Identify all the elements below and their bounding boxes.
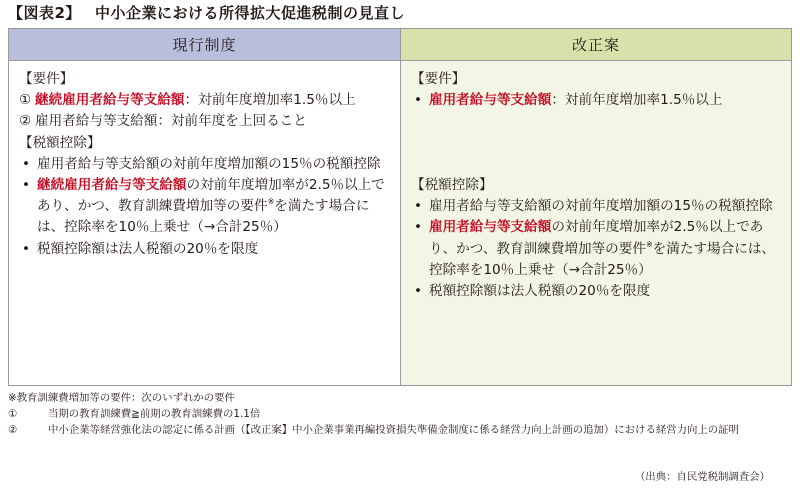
- bullet-text: 税額控除額は法人税額の20％を限度: [429, 282, 651, 299]
- bullet-text: を満たす場合には、控除率を10％上乗せ（→合計25％）: [429, 240, 776, 278]
- footnote-marker: ②: [8, 424, 18, 436]
- emphasis-text: 継続雇用者給与等支給額: [35, 92, 185, 109]
- bullet-text: 雇用者給与等支給額の対前年度増加額の15％の税額控除: [429, 198, 773, 215]
- bullet-item: [413, 196, 783, 217]
- bullet-dot: •: [22, 240, 31, 257]
- bullet-text: の対前年度増加率が2.5％以上であり、かつ、教育訓練費増加等の要件: [429, 219, 764, 257]
- tax-credit-heading: 【税額控除】: [19, 134, 101, 151]
- item-marker: ②: [19, 113, 32, 130]
- bullet-text: を満たす場合には、控除率を10％上乗せ（→合計25％）: [37, 198, 370, 236]
- requirements-heading: 【要件】: [19, 71, 74, 87]
- bullet-dot: •: [22, 155, 31, 172]
- footnote-heading: ※教育訓練費増加等の要件：次のいずれかの要件: [8, 392, 235, 404]
- bullet-item: [413, 217, 783, 281]
- bullet-dot: •: [414, 92, 423, 109]
- bullet-text: 税額控除額は法人税額の20％を限度: [37, 240, 259, 257]
- requirement-item: [19, 90, 392, 111]
- footnote-mark: ※: [267, 197, 275, 207]
- proposal-column: [401, 29, 791, 385]
- item-marker: ①: [19, 92, 32, 109]
- requirements-heading: 【要件】: [411, 71, 466, 87]
- emphasis-text: 雇用者給与等支給額: [429, 219, 552, 236]
- requirement-item: [19, 111, 392, 132]
- footnotes: [8, 390, 792, 438]
- requirement-item: [413, 90, 783, 111]
- bullet-item: [21, 175, 392, 239]
- current-system-column: [9, 29, 401, 385]
- current-system-header: 現行制度: [9, 29, 400, 61]
- footnote-text: 当期の教育訓練費≧前期の教育訓練費の1.1倍: [48, 408, 261, 420]
- requirement-text: ：対前年度増加率1.5％以上: [184, 92, 356, 109]
- bullet-text: の対前年度増加率が2.5％以上であり、かつ、教育訓練費増加等の要件: [37, 177, 385, 215]
- bullet-item: [21, 239, 392, 260]
- requirement-text: ：対前年度増加率1.5％以上: [551, 92, 723, 109]
- footnote-item: [8, 422, 792, 438]
- emphasis-text: 雇用者給与等支給額: [429, 92, 552, 109]
- source-citation: （出典：自民党税制調査会）: [634, 471, 770, 483]
- bullet-dot: •: [22, 177, 31, 194]
- bullet-item: [21, 154, 392, 175]
- requirement-text: 雇用者給与等支給額：対前年度を上回ること: [35, 113, 307, 130]
- footnote-mark: ※: [645, 239, 653, 249]
- emphasis-text: 継続雇用者給与等支給額: [37, 177, 187, 194]
- figure-title-text: 中小企業における所得拡大促進税制の見直し: [94, 4, 405, 22]
- bullet-dot: •: [414, 198, 423, 215]
- bullet-text: 雇用者給与等支給額の対前年度増加額の15％の税額控除: [37, 155, 381, 172]
- proposal-body: [411, 69, 783, 302]
- tax-credit-heading: 【税額控除】: [411, 176, 493, 193]
- figure-label: 【図表2】: [8, 4, 81, 22]
- comparison-table: [8, 28, 792, 386]
- bullet-dot: •: [414, 282, 423, 299]
- figure-title: [8, 2, 405, 23]
- current-system-body: [19, 69, 392, 260]
- proposal-header: 改正案: [401, 29, 791, 61]
- footnote-text: 中小企業等経営強化法の認定に係る計画（【改正案】中小企業事業再編投資損失準備金制度に係る経営力向上計画の追加）における経営力向上の証明: [48, 424, 739, 436]
- bullet-item: [413, 281, 783, 302]
- footnote-item: [8, 406, 792, 422]
- footnote-marker: ①: [8, 408, 18, 420]
- bullet-dot: •: [414, 219, 423, 236]
